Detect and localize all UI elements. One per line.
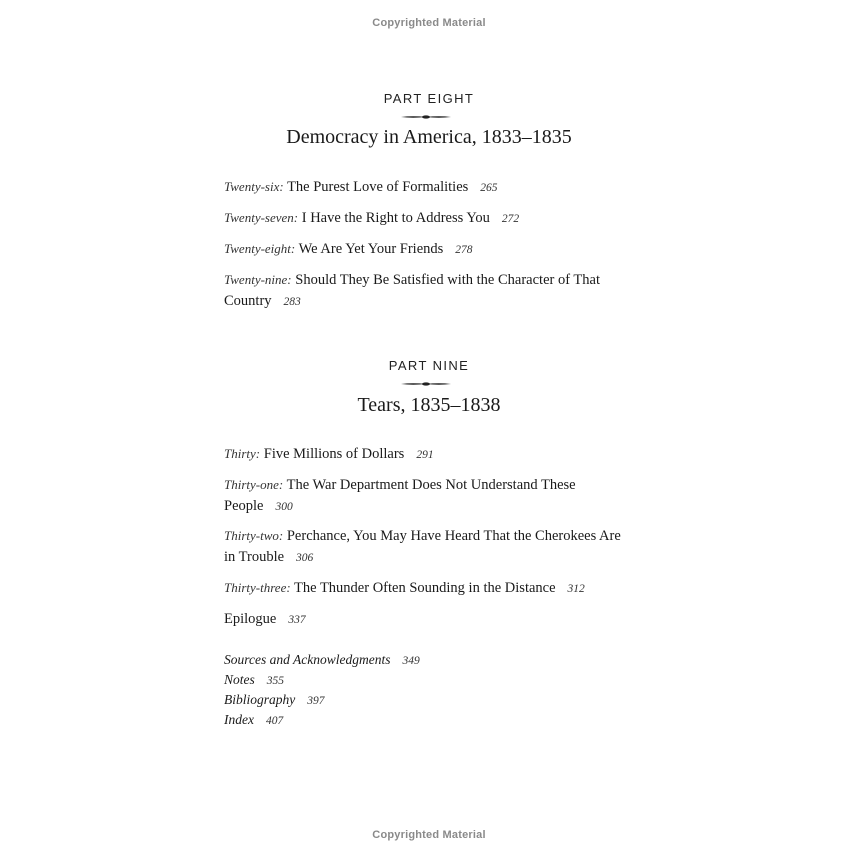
page-number: 291 — [416, 449, 434, 461]
page-number: 355 — [266, 675, 285, 687]
back-matter-title: Bibliography — [224, 692, 296, 707]
page-number: 306 — [296, 551, 314, 564]
part-eight-label: PART EIGHT — [383, 91, 475, 106]
copyright-watermark-bottom: Copyrighted Material — [372, 829, 486, 841]
page-number: 312 — [567, 583, 585, 595]
chapter-number: Twenty-eight: — [224, 241, 296, 256]
chapter-title: Epilogue — [224, 611, 277, 627]
toc-entry[interactable] — [224, 208, 624, 230]
page-number: 300 — [275, 500, 293, 513]
toc-entry-back-matter[interactable] — [224, 710, 283, 731]
ornament-divider-icon — [400, 381, 452, 387]
toc-entry[interactable] — [224, 526, 624, 568]
ornament-divider-icon — [400, 114, 452, 120]
chapter-title: The War Department Does Not Understand These People — [224, 477, 576, 514]
page-number: 337 — [288, 614, 306, 626]
chapter-number: Twenty-six: — [224, 179, 284, 194]
chapter-number: Twenty-nine: — [224, 272, 292, 287]
back-matter-title: Index — [224, 712, 254, 727]
toc-entry[interactable] — [224, 239, 624, 261]
chapter-title: Should They Be Satisfied with the Character of That Country — [224, 272, 600, 309]
page-number: 272 — [501, 213, 520, 225]
part-nine-title: Tears, 1835–1838 — [357, 394, 501, 416]
back-matter-title: Notes — [224, 672, 255, 687]
toc-entry[interactable] — [224, 475, 624, 517]
toc-entry-back-matter[interactable] — [224, 690, 325, 711]
back-matter-title: Sources and Acknowledgments — [224, 652, 391, 667]
page-number: 407 — [265, 715, 284, 727]
chapter-title: The Purest Love of Formalities — [287, 179, 469, 195]
toc-entry[interactable] — [224, 578, 624, 600]
chapter-number: Twenty-seven: — [224, 210, 299, 225]
part-eight-title: Democracy in America, 1833–1835 — [286, 126, 572, 148]
chapter-number: Thirty-two: — [224, 528, 284, 543]
toc-entry[interactable] — [224, 444, 624, 466]
chapter-number: Thirty: — [224, 446, 261, 461]
chapter-number: Thirty-one: — [224, 477, 284, 492]
toc-entry-back-matter[interactable] — [224, 650, 420, 671]
part-nine-label: PART NINE — [388, 358, 470, 373]
chapter-title: Perchance, You May Have Heard That the Cherokees Are in Trouble — [224, 528, 621, 565]
page-number: 283 — [283, 295, 301, 308]
toc-entry-epilogue[interactable] — [224, 609, 624, 631]
chapter-title: Five Millions of Dollars — [263, 446, 405, 462]
toc-entry[interactable] — [224, 270, 624, 312]
page-number: 278 — [455, 244, 473, 256]
page-number: 397 — [307, 695, 325, 707]
copyright-watermark-top: Copyrighted Material — [372, 17, 486, 29]
chapter-title: The Thunder Often Sounding in the Distance — [294, 580, 556, 596]
toc-entry-back-matter[interactable] — [224, 670, 284, 691]
page-number: 265 — [480, 182, 498, 194]
chapter-title: I Have the Right to Address You — [301, 210, 490, 226]
toc-entry[interactable] — [224, 177, 624, 199]
page-number: 349 — [402, 655, 420, 667]
chapter-title: We Are Yet Your Friends — [298, 241, 444, 257]
chapter-number: Thirty-three: — [224, 580, 291, 595]
